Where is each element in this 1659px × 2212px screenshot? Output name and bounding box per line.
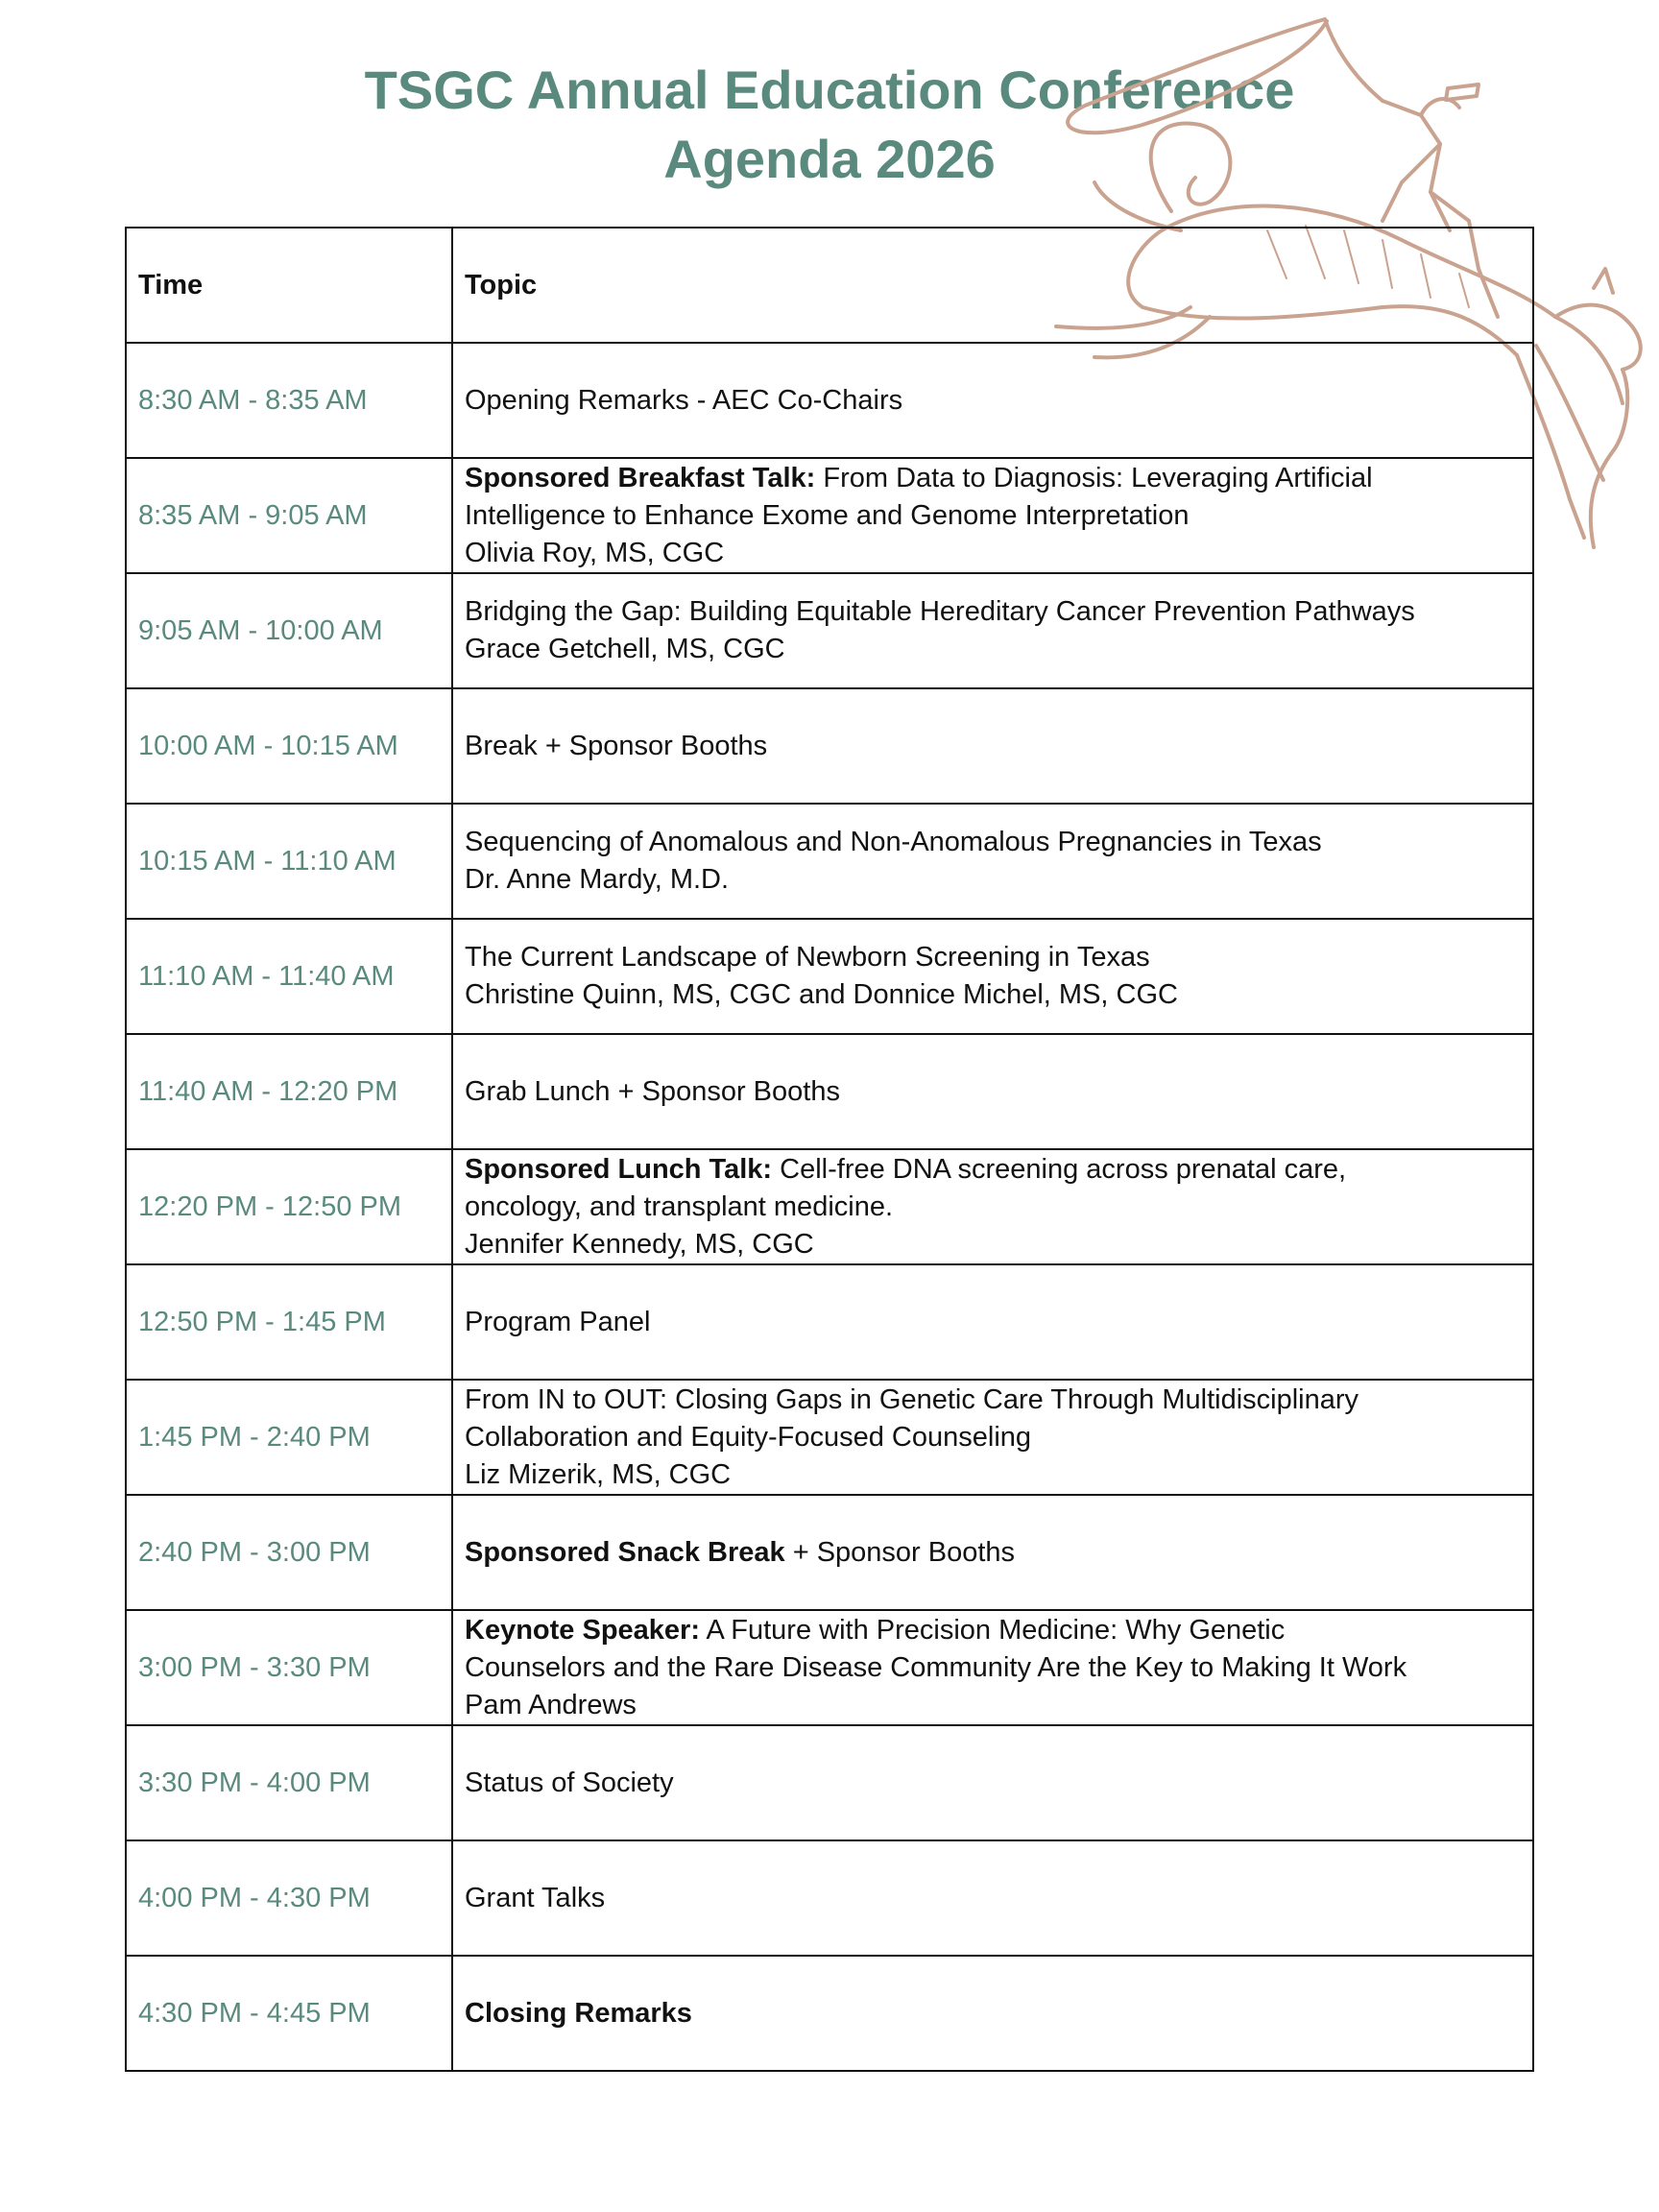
table-row (126, 1495, 1533, 1610)
page-title (0, 56, 1659, 194)
agenda-rows (126, 343, 1533, 2071)
session-time: 4:30 PM - 4:45 PM (126, 1956, 452, 2071)
topic-bold-label: Closing Remarks (465, 1997, 692, 2029)
session-time: 3:00 PM - 3:30 PM (126, 1610, 452, 1725)
table-row (126, 804, 1533, 919)
column-header-topic: Topic (452, 228, 1533, 343)
topic-bold-label: Sponsored Lunch Talk: (465, 1153, 773, 1185)
session-topic (452, 1725, 1533, 1840)
agenda-table (125, 227, 1534, 2072)
speaker-name: Dr. Anne Mardy, M.D. (465, 864, 730, 895)
topic-line (465, 1382, 1521, 1419)
topic-line (465, 1995, 1521, 2032)
column-header-time: Time (126, 228, 452, 343)
session-topic (452, 1495, 1533, 1610)
table-row (126, 573, 1533, 688)
table-row (126, 1725, 1533, 1840)
topic-title: From IN to OUT: Closing Gaps in Genetic Care Through Multidisciplinary (465, 1383, 1359, 1415)
topic-line (465, 1151, 1521, 1189)
session-time: 12:20 PM - 12:50 PM (126, 1149, 452, 1264)
topic-line (465, 1304, 1521, 1341)
session-topic (452, 1264, 1533, 1380)
session-topic (452, 1610, 1533, 1725)
topic-line (465, 593, 1521, 631)
topic-title: Break + Sponsor Booths (465, 730, 768, 761)
topic-title: Cell-free DNA screening across prenatal care, (772, 1153, 1347, 1185)
session-topic (452, 688, 1533, 804)
session-time: 11:10 AM - 11:40 AM (126, 919, 452, 1034)
table-row (126, 1149, 1533, 1264)
session-topic (452, 804, 1533, 919)
topic-line (465, 1073, 1521, 1111)
table-row (126, 1264, 1533, 1380)
session-topic (452, 919, 1533, 1034)
topic-title: Grant Talks (465, 1882, 606, 1913)
session-time: 8:35 AM - 9:05 AM (126, 458, 452, 573)
session-time: 1:45 PM - 2:40 PM (126, 1380, 452, 1495)
session-time: 8:30 AM - 8:35 AM (126, 343, 452, 458)
speaker-name: Jennifer Kennedy, MS, CGC (465, 1228, 814, 1260)
topic-title: + Sponsor Booths (784, 1536, 1016, 1568)
topic-title: A Future with Precision Medicine: Why Genetic (700, 1614, 1286, 1646)
topic-line (465, 1765, 1521, 1802)
topic-title-continued: oncology, and transplant medicine. (465, 1190, 894, 1222)
session-time: 3:30 PM - 4:00 PM (126, 1725, 452, 1840)
table-row (126, 688, 1533, 804)
topic-line (465, 939, 1521, 976)
session-topic (452, 1149, 1533, 1264)
session-topic (452, 343, 1533, 458)
topic-title-continued: Intelligence to Enhance Exome and Genome Interpretation (465, 499, 1190, 531)
session-time: 2:40 PM - 3:00 PM (126, 1495, 452, 1610)
speaker-name: Olivia Roy, MS, CGC (465, 537, 725, 568)
session-time: 12:50 PM - 1:45 PM (126, 1264, 452, 1380)
title-line-1: TSGC Annual Education Conference (364, 60, 1295, 120)
topic-title-continued: Collaboration and Equity-Focused Counseling (465, 1421, 1032, 1453)
topic-line (465, 824, 1521, 861)
session-time: 10:15 AM - 11:10 AM (126, 804, 452, 919)
table-row (126, 919, 1533, 1034)
speaker-name: Liz Mizerik, MS, CGC (465, 1458, 732, 1490)
topic-title: Status of Society (465, 1767, 674, 1798)
topic-title-continued: Counselors and the Rare Disease Community Are the Key to Making It Work (465, 1651, 1407, 1683)
session-topic (452, 1956, 1533, 2071)
table-header-row (126, 228, 1533, 343)
topic-line (465, 460, 1521, 497)
table-row (126, 1034, 1533, 1149)
topic-title: Opening Remarks - AEC Co-Chairs (465, 384, 903, 416)
topic-line (465, 1612, 1521, 1649)
topic-title: Bridging the Gap: Building Equitable Hereditary Cancer Prevention Pathways (465, 596, 1415, 627)
speaker-name: Christine Quinn, MS, CGC and Donnice Michel, MS, CGC (465, 979, 1178, 1010)
topic-line (465, 1880, 1521, 1917)
speaker-name: Grace Getchell, MS, CGC (465, 634, 785, 664)
topic-line (465, 382, 1521, 420)
session-time: 4:00 PM - 4:30 PM (126, 1840, 452, 1956)
topic-title: Grab Lunch + Sponsor Booths (465, 1075, 840, 1107)
title-line-2: Agenda 2026 (663, 129, 996, 189)
table-row (126, 343, 1533, 458)
session-topic (452, 1380, 1533, 1495)
topic-title: Program Panel (465, 1306, 651, 1337)
topic-title: Sequencing of Anomalous and Non-Anomalous Pregnancies in Texas (465, 827, 1322, 857)
topic-bold-label: Keynote Speaker: (465, 1614, 700, 1646)
session-topic (452, 1840, 1533, 1956)
table-row (126, 1956, 1533, 2071)
topic-bold-label: Sponsored Breakfast Talk: (465, 462, 816, 493)
session-topic (452, 458, 1533, 573)
session-topic (452, 1034, 1533, 1149)
speaker-name: Pam Andrews (465, 1689, 637, 1720)
table-row (126, 1380, 1533, 1495)
session-time: 11:40 AM - 12:20 PM (126, 1034, 452, 1149)
table-row (126, 1610, 1533, 1725)
table-row (126, 458, 1533, 573)
topic-title: The Current Landscape of Newborn Screening in Texas (465, 942, 1150, 973)
session-time: 9:05 AM - 10:00 AM (126, 573, 452, 688)
topic-title: From Data to Diagnosis: Leveraging Artificial (815, 462, 1373, 493)
session-time: 10:00 AM - 10:15 AM (126, 688, 452, 804)
topic-line (465, 1534, 1521, 1572)
topic-bold-label: Sponsored Snack Break (465, 1536, 785, 1568)
table-row (126, 1840, 1533, 1956)
session-topic (452, 573, 1533, 688)
topic-line (465, 728, 1521, 765)
